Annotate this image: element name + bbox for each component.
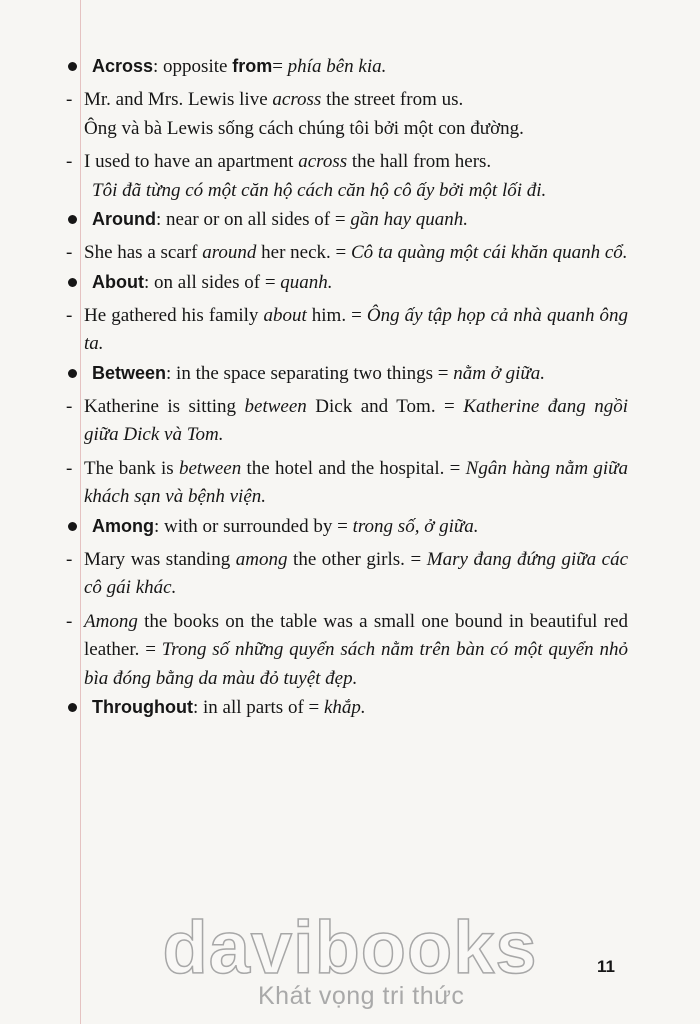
example-translation: Trong số những quyển sách nằm trên bàn có một quyển nhỏ bìa đóng bằng da màu đỏ tuyệt đẹp. [84, 639, 628, 689]
entry-across [60, 52, 628, 205]
term-translation: nằm ở giữa. [453, 362, 546, 384]
example-keyword: Among [84, 610, 138, 632]
example-keyword: among [235, 548, 288, 570]
bullet-icon [68, 215, 77, 224]
term-definition: : near or on all sides of = [155, 209, 351, 230]
example: - He gathered his family about him. = Ông ấy tập họp cả nhà quanh ông ta. [66, 304, 628, 354]
term-translation: phía bên kia. [287, 56, 387, 77]
example: - The bank is between the hotel and the hospital. = Ngân hàng nằm giữa khách sạn và bệnh viện. [66, 457, 628, 507]
bullet-icon [68, 278, 77, 287]
term-line [60, 512, 628, 541]
term-line [60, 359, 628, 388]
bullet-icon [68, 62, 77, 71]
term-definition: : in all parts of = [192, 697, 324, 718]
bullet-icon [68, 703, 77, 712]
term-translation: gần hay quanh. [350, 209, 469, 230]
example: - She has a scarf around her neck. = Cô ta quàng một cái khăn quanh cổ. [66, 242, 628, 263]
page-number: 11 [597, 957, 615, 976]
term-definition: : on all sides of = [143, 271, 281, 293]
term-line [60, 268, 628, 297]
term-word: Between [92, 362, 167, 383]
example-translation: Katherine đang ngồi giữa Dick và Tom. [84, 395, 628, 445]
term-translation: quanh. [280, 271, 333, 293]
example-keyword: between [244, 395, 307, 417]
example-keyword: about [263, 304, 307, 326]
entry-about [60, 268, 628, 359]
example-keyword: around [202, 242, 257, 263]
term-line [60, 693, 628, 722]
watermark-tagline: Khát vọng tri thức [258, 982, 465, 1010]
entry-throughout [60, 693, 628, 722]
example: - Among the books on the table was a small one bound in beautiful red leather. = Trong số những quyển sách nằm trên bàn có một quyển nhỏ bìa đóng bằng da màu đỏ tuyệt đẹp. [66, 610, 628, 689]
term-definition-tail: = [272, 56, 288, 77]
term-word: About [92, 271, 144, 292]
entry-among [60, 512, 628, 694]
example-keyword: between [178, 457, 242, 479]
term-word: Throughout [92, 697, 193, 717]
example-translation: Cô ta quàng một cái khăn quanh cổ. [351, 242, 628, 263]
term-word: Across [92, 56, 154, 76]
page-content [60, 52, 628, 722]
entry-between [60, 359, 628, 512]
term-word: Around [92, 209, 156, 229]
bullet-icon [68, 522, 77, 531]
term-line [60, 205, 628, 234]
example: - I used to have an apartment across the hall from hers. Tôi đã từng có một căn hộ cách căn hộ cô ấy bởi một lối đi. [60, 148, 628, 205]
example-translation: Ông ấy tập họp cả nhà quanh ông ta. [84, 304, 628, 354]
entry-around [60, 205, 628, 268]
example: - Mary was standing among the other girls. = Mary đang đứng giữa các cô gái khác. [66, 548, 629, 598]
example-translation: Ông và bà Lewis sống cách chúng tôi bởi một con đường. [84, 117, 524, 139]
bullet-icon [68, 369, 77, 378]
term-definition: : in the space separating two things = [166, 362, 454, 384]
watermark-logo: davibooks [162, 906, 538, 989]
term-definition-bold: from [232, 56, 273, 76]
example-keyword: across [272, 89, 322, 110]
term-word: Among [92, 515, 154, 536]
example-keyword: across [298, 151, 348, 172]
example: - Katherine is sitting between Dick and Tom. = Katherine đang ngồi giữa Dick và Tom. [66, 395, 628, 445]
term-definition: : with or surrounded by = [154, 515, 353, 537]
example: - Mr. and Mrs. Lewis live across the street from us. Ông và bà Lewis sống cách chúng tôi bởi một con đường. [60, 86, 628, 143]
term-translation: trong số, ở giữa. [352, 515, 479, 537]
example-translation: Mary đang đứng giữa các cô gái khác. [84, 548, 629, 598]
term-definition: : opposite [153, 56, 233, 77]
term-line [60, 52, 628, 81]
example-translation: Tôi đã từng có một căn hộ cách căn hộ cô ấy bởi một lối đi. [92, 179, 547, 201]
term-translation: khắp. [324, 697, 366, 718]
example-translation: Ngân hàng nằm giữa khách sạn và bệnh viện. [84, 457, 628, 507]
